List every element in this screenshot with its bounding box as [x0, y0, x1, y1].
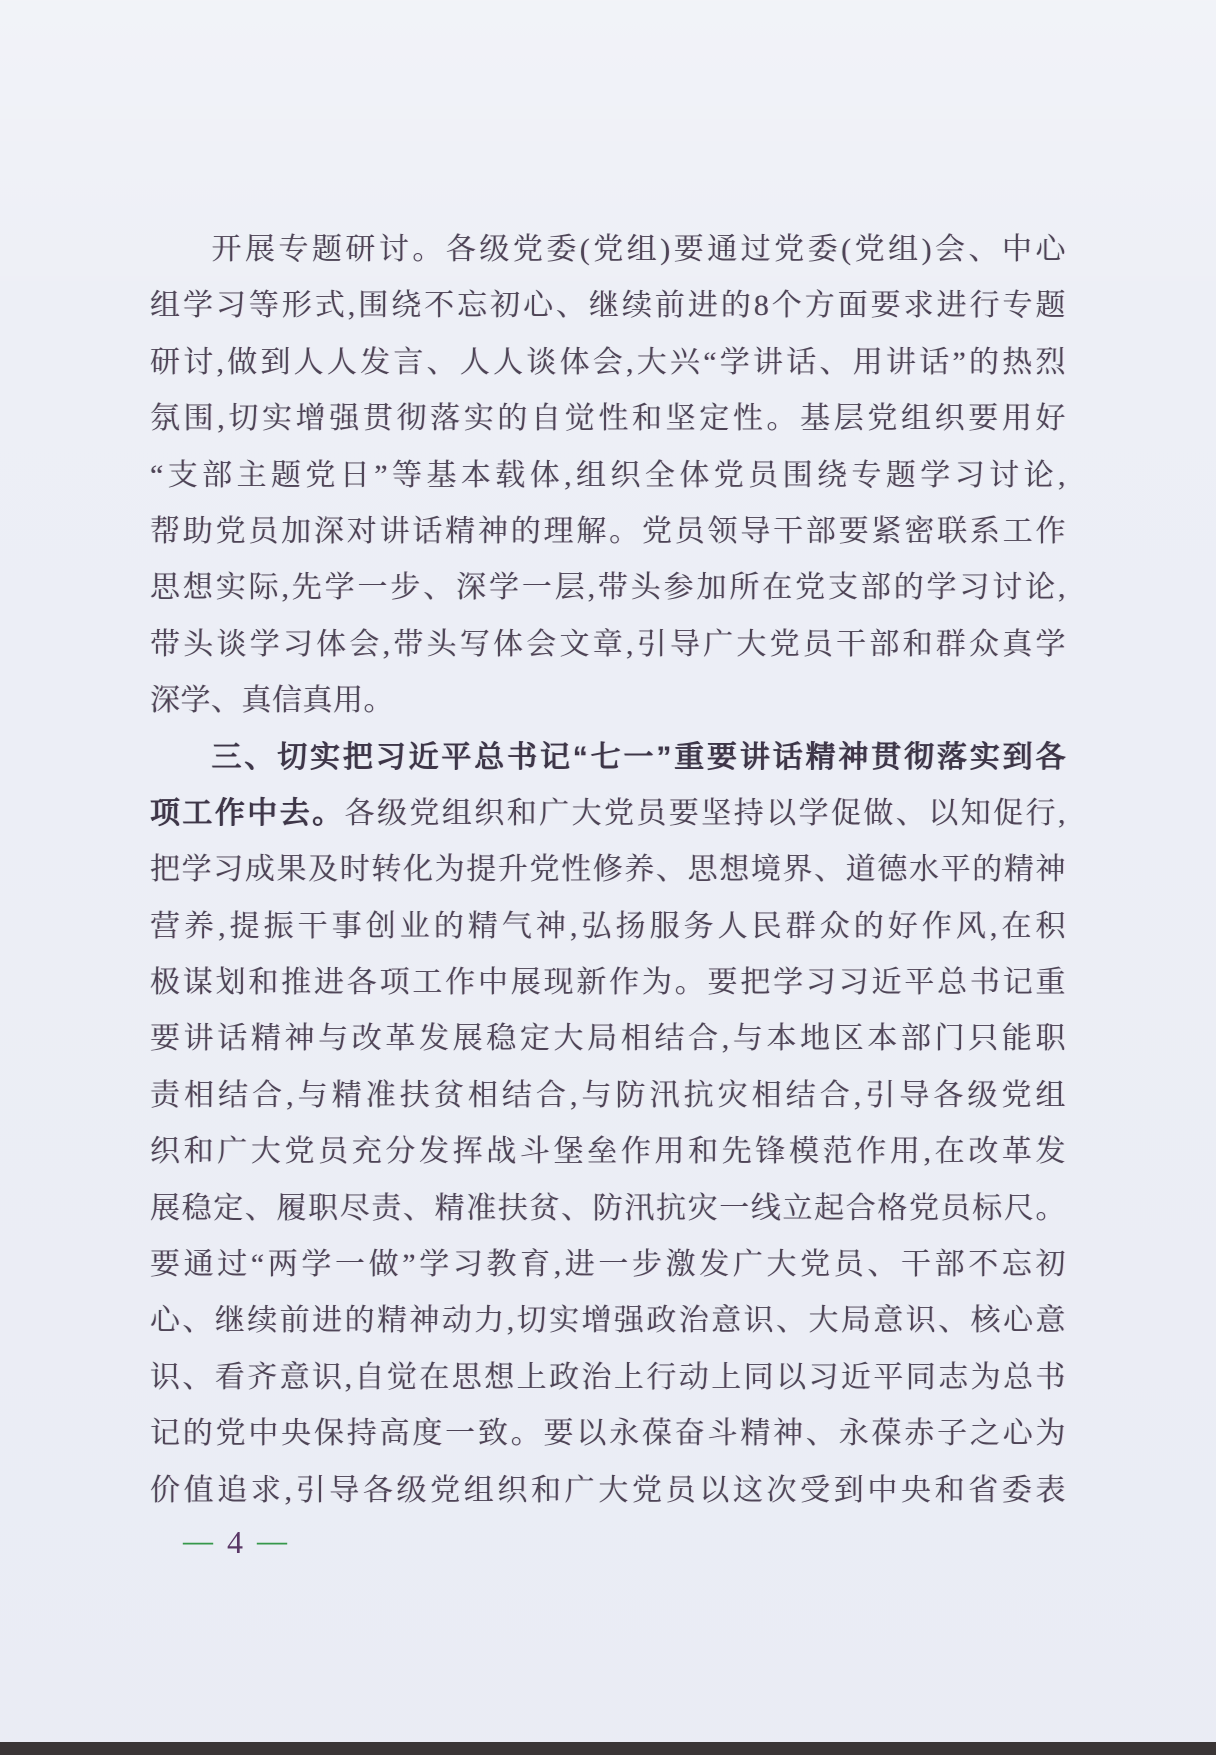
page-number-footer [183, 1522, 287, 1562]
text-line [150, 560, 1066, 616]
scan-edge-artifact [0, 1742, 1216, 1755]
text-line [150, 335, 1066, 391]
text-line [150, 1293, 1066, 1349]
text-line [150, 842, 1066, 898]
page-number-dash-right: — [257, 1527, 287, 1556]
text-line [150, 730, 1066, 786]
body-text-segment: 要讲话精神与改革发展稳定大局相结合,与本地区本部门只能职 [150, 1022, 1066, 1056]
body-text-segment: 把学习成果及时转化为提升党性修养、思想境界、道德水平的精神 [150, 853, 1066, 887]
body-text-segment: 深学、真信真用。 [150, 684, 394, 718]
document-body-text [150, 222, 1066, 1519]
body-text-segment: 思想实际,先学一步、深学一层,带头参加所在党支部的学习讨论, [150, 571, 1066, 605]
text-line [150, 955, 1066, 1011]
body-text-segment: “支部主题党日”等基本载体,组织全体党员围绕专题学习讨论, [150, 458, 1066, 492]
text-line [150, 1011, 1066, 1067]
text-line [150, 617, 1066, 673]
text-line [150, 391, 1066, 447]
body-text-segment: 开展专题研讨。各级党委(党组)要通过党委(党组)会、中心 [211, 233, 1066, 266]
text-line [150, 1406, 1066, 1462]
body-text-segment: 氛围,切实增强贯彻落实的自觉性和坚定性。基层党组织要用好 [150, 402, 1066, 436]
text-line [150, 786, 1066, 842]
bold-heading-segment: 三、切实把习近平总书记“七一”重要讲话精神贯彻落实到各 [211, 740, 1066, 774]
body-text-segment: 识、看齐意识,自觉在思想上政治上行动上同以习近平同志为总书 [150, 1360, 1066, 1394]
text-line [150, 278, 1066, 334]
page-number-dash-left: — [183, 1527, 213, 1556]
body-text-segment: 价值追求,引导各级党组织和广大党员以这次受到中央和省委表 [150, 1473, 1066, 1507]
body-text-segment: 带头谈学习体会,带头写体会文章,引导广大党员干部和群众真学 [150, 627, 1066, 661]
body-text-segment: 要通过“两学一做”学习教育,进一步激发广大党员、干部不忘初 [150, 1248, 1066, 1282]
body-text-segment: 记的党中央保持高度一致。要以永葆奋斗精神、永葆赤子之心为 [150, 1417, 1066, 1451]
text-line [150, 448, 1066, 504]
body-text-segment: 极谋划和推进各项工作中展现新作为。要把学习习近平总书记重 [150, 966, 1066, 1000]
body-text-segment: 各级党组织和广大党员要坚持以学促做、以知促行, [344, 796, 1067, 830]
text-line [150, 899, 1066, 955]
body-text-segment: 营养,提振干事创业的精气神,弘扬服务人民群众的好作风,在积 [150, 909, 1066, 943]
body-text-segment: 研讨,做到人人发言、人人谈体会,大兴“学讲话、用讲话”的热烈 [150, 345, 1066, 379]
bold-heading-segment: 项工作中去。 [150, 796, 345, 830]
text-line [150, 673, 1066, 729]
body-text-segment: 织和广大党员充分发挥战斗堡垒作用和先锋模范作用,在改革发 [150, 1135, 1066, 1169]
body-text-segment: 展稳定、履职尽责、精准扶贫、防汛抗灾一线立起合格党员标尺。 [150, 1191, 1066, 1225]
body-text-segment: 帮助党员加深对讲话精神的理解。党员领导干部要紧密联系工作 [150, 514, 1066, 548]
body-text-segment: 心、继续前进的精神动力,切实增强政治意识、大局意识、核心意 [150, 1304, 1066, 1338]
text-line [150, 1124, 1066, 1180]
body-text-segment: 责相结合,与精准扶贫相结合,与防汛抗灾相结合,引导各级党组 [150, 1078, 1066, 1112]
body-text-segment: 组学习等形式,围绕不忘初心、继续前进的8个方面要求进行专题 [150, 289, 1066, 323]
text-line [150, 504, 1066, 560]
text-line [150, 1350, 1066, 1406]
page-number-value: 4 [227, 1523, 243, 1560]
text-line [150, 222, 1066, 278]
text-line [150, 1068, 1066, 1124]
text-line [150, 1237, 1066, 1293]
text-line [150, 1181, 1066, 1237]
text-line [150, 1463, 1066, 1519]
